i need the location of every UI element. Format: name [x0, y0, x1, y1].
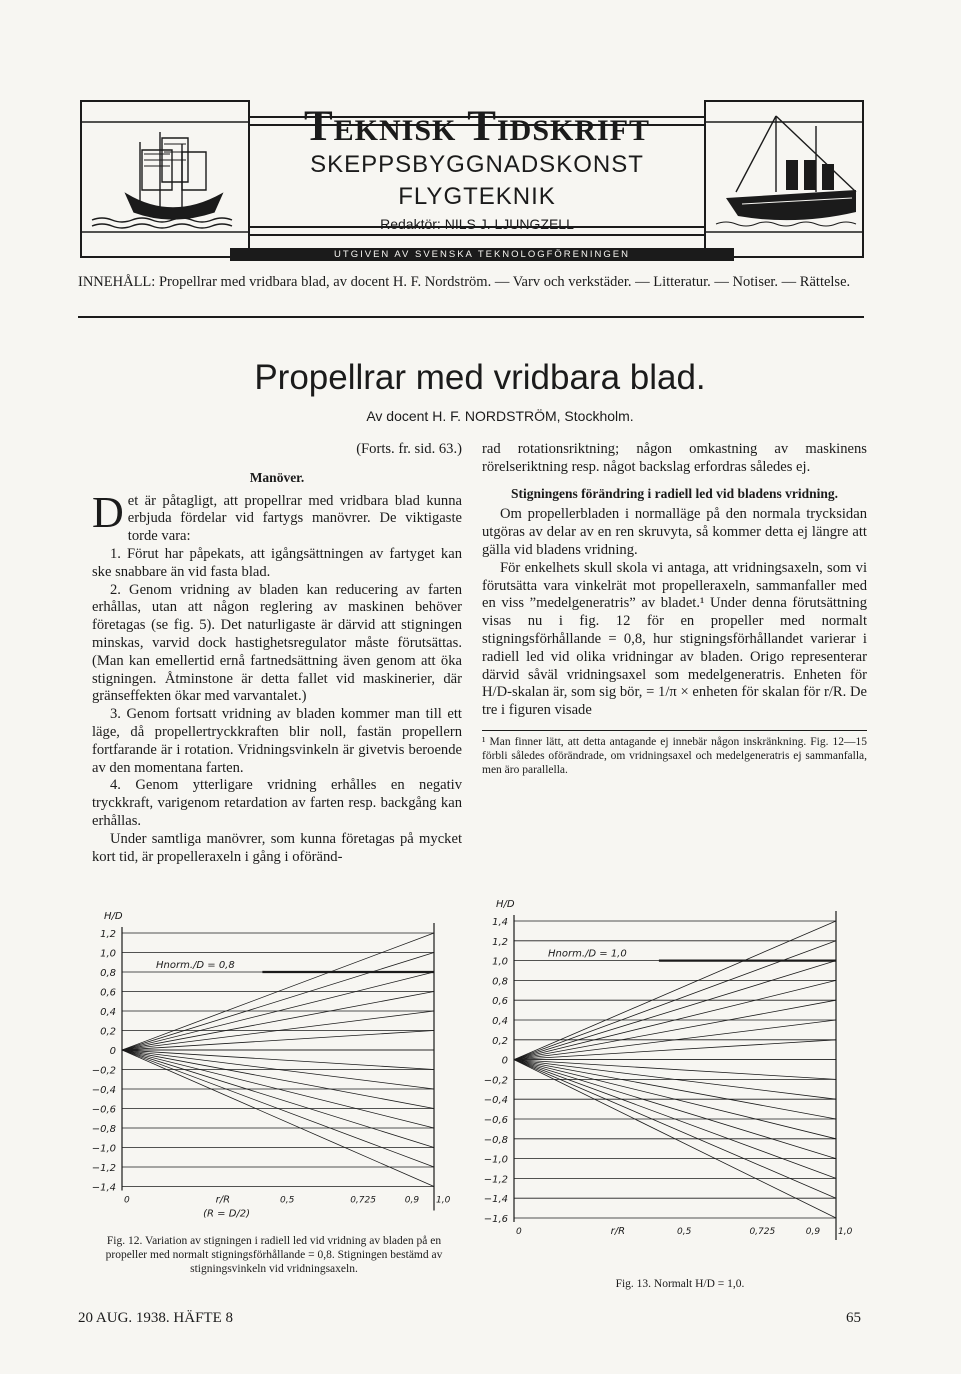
left-column	[92, 441, 462, 866]
y-tick-label: −0,2	[91, 1065, 116, 1077]
y-axis-label: H/D	[496, 899, 515, 910]
x-tick-label: 0,725	[350, 1195, 376, 1206]
rotation-line	[514, 1000, 836, 1059]
rotation-line	[514, 1060, 836, 1159]
x-tick-label: 0	[124, 1195, 130, 1206]
contents-line	[78, 273, 868, 291]
x-axis-sublabel: (R = D/2)	[203, 1208, 251, 1220]
y-tick-label: 0,2	[100, 1026, 116, 1038]
rotation-line	[514, 921, 836, 1060]
y-tick-label: −0,2	[483, 1075, 508, 1087]
y-tick-label: 0,8	[100, 968, 116, 979]
x-tick-label: 0,5	[677, 1227, 692, 1237]
section-heading-manover: Manöver.	[249, 469, 305, 485]
y-tick-label: −1,2	[91, 1163, 116, 1174]
sailing-ship-illustration	[80, 100, 250, 258]
y-tick-label: −1,6	[483, 1214, 508, 1225]
steamship-illustration	[704, 100, 864, 258]
x-axis-label: r/R	[610, 1226, 626, 1237]
footnote: ¹ Man finner lätt, att detta antagande ej innebär någon inskränkning. Fig. 12—15 förbli således oförändrade, om vridningsaxel och medelgeneratris ej sammanfalla, men äro parallella.	[482, 730, 867, 777]
rotation-line	[514, 1060, 836, 1119]
paragraph-point-3: 3. Genom fortsatt vridning av bladen kommer man till ett läge, då propellertryckkraften blir noll, fastän propellern fortfarande är i rotation. Vridningsvinkeln är givetvis beroende av den momentana farten.	[92, 706, 462, 776]
x-tick-label: 1,0	[838, 1227, 853, 1237]
x-axis-label: r/R	[215, 1194, 231, 1206]
y-tick-label: 0,4	[100, 1007, 116, 1018]
rotation-line	[122, 1050, 434, 1070]
issue-footer: 20 AUG. 1938. HÄFTE 8	[78, 1310, 234, 1326]
y-tick-label: 0	[109, 1046, 116, 1057]
journal-subtitle-1: SKEPPSBYGGNADSKONST	[310, 151, 644, 178]
paragraph-rotation: rad rotationsriktning; någon omkastning av maskinens rörelseriktning resp. något backslag erfordras således ej.	[482, 441, 867, 475]
figure-12	[86, 905, 466, 1225]
journal-title: Teknisk Tidskrift	[303, 103, 651, 150]
contents-label: INNEHÅLL:	[78, 274, 156, 290]
contents-text: Propellrar med vridbara blad, av docent H. F. Nordström. — Varv och verkstäder. — Litteratur. — Notiser. — Rättelse.	[158, 274, 851, 290]
y-tick-label: −0,8	[483, 1134, 508, 1146]
y-tick-label: 0,6	[492, 996, 508, 1008]
y-tick-label: −1,0	[91, 1143, 116, 1155]
y-tick-label: −1,4	[483, 1194, 508, 1206]
paragraph-intro: et är påtagligt, att propellrar med vridbara blad kunna erbjuda fördelar vid fartygs manövrer. De viktigaste torde vara:	[127, 492, 462, 545]
curve-label: Hnorm./D = 0,8	[156, 960, 235, 971]
rotation-line	[122, 1050, 434, 1109]
x-tick-label: 0,9	[404, 1195, 420, 1206]
x-tick-label: 0,5	[280, 1195, 295, 1206]
right-column	[482, 441, 867, 777]
article-title: Propellrar med vridbara blad.	[254, 358, 706, 397]
y-tick-label: −0,6	[483, 1115, 508, 1126]
figure-13	[482, 895, 867, 1240]
page-number: 65	[846, 1310, 861, 1326]
y-tick-label: −1,4	[91, 1182, 116, 1194]
rotation-line	[122, 992, 434, 1051]
contents-divider	[78, 316, 864, 318]
y-tick-label: 1,0	[492, 956, 508, 968]
continued-note: (Forts. fr. sid. 63.)	[356, 441, 462, 457]
y-tick-label: 0,6	[100, 987, 116, 999]
paragraph-assumption: För enkelhets skull skola vi antaga, att vridningsaxeln, som vi förutsätta vara vinkelrät mot propelleraxeln, sammanfaller med en viss ”medelgeneratris” av bladet.¹ Under denna förutsättning visas nu i fig. 12 för en propeller med normalt stigningsförhållande = 0,8, hur stigningsförhållandet varierar i radiell led vid olika vridningar av bladen. Origo representerar därvid såväl vridningsaxel som medelgeneratris. Enheten för H/D-skalan är, som sig bör, = 1/π × enheten för skalan för r/R. De tre i figuren visade	[482, 559, 867, 719]
y-tick-label: −0,8	[91, 1124, 116, 1135]
rotation-line	[122, 1050, 434, 1148]
curve-label: Hnorm./D = 1,0	[548, 948, 627, 960]
y-tick-label: 0,4	[492, 1016, 508, 1027]
masthead-title-block	[250, 100, 704, 258]
x-tick-label: 0,9	[805, 1227, 821, 1237]
y-tick-label: −0,4	[91, 1085, 116, 1096]
masthead	[80, 100, 864, 258]
section-heading-stigning: Stigningens förändring i radiell led vid bladens vridning.	[510, 485, 839, 501]
rotation-line	[122, 1031, 434, 1051]
x-tick-label: 0,725	[749, 1227, 776, 1237]
y-tick-label: 0,2	[492, 1035, 508, 1047]
paragraph-point-1: 1. Förut har påpekats, att igångsättningen av fartyget kan ske snabbare än vid fasta blad.	[92, 545, 462, 580]
figure-13-caption: Fig. 13. Normalt H/D = 1,0.	[615, 1278, 745, 1290]
journal-subtitle-2: FLYGTEKNIK	[398, 183, 556, 210]
paragraph-all-manoeuvres: Under samtliga manövrer, som kunna företagas på mycket kort tid, är propelleraxeln i gång i oföränd-	[92, 830, 462, 865]
y-tick-label: 1,2	[492, 936, 508, 948]
y-tick-label: 1,2	[100, 929, 116, 940]
y-tick-label: 0	[501, 1055, 508, 1067]
rotation-line	[514, 1060, 836, 1080]
y-tick-label: 1,4	[492, 917, 508, 928]
editor-line: Redaktör: NILS J. LJUNGZELL	[380, 216, 574, 232]
figure-12-caption: Fig. 12. Variation av stigningen i radiell led vid vridning av bladen på en propeller med normalt stigningsförhållande = 0,8. Stigningen bestämd av stigningsvinkeln vid vridningsaxeln.	[105, 1235, 443, 1275]
rotation-line	[514, 1040, 836, 1060]
rotation-line	[122, 1050, 434, 1187]
y-tick-label: −0,6	[91, 1104, 116, 1116]
y-tick-label: −1,0	[483, 1154, 508, 1166]
y-tick-label: 1,0	[100, 948, 116, 960]
rotation-line	[514, 1060, 836, 1199]
x-tick-label: 0	[516, 1227, 522, 1237]
drop-cap: D	[92, 487, 124, 537]
y-tick-label: −0,4	[483, 1095, 508, 1107]
article-byline: Av docent H. F. NORDSTRÖM, Stockholm.	[366, 408, 634, 424]
paragraph-point-2: 2. Genom vridning av bladen kan reducering av farten erhållas, utan att någon reglering av maskinen behöver företagas (se fig. 5). Det naturligaste är därvid att stigningen minskas, varvid dock hastighetsregulator måste förutsättas. (Man kan emellertid ernå fartnedsättning även genom att öka stigningen. Åtminstone är detta fallet vid maskinerier, där gränseffekten ökar med varvantalet.)	[92, 581, 462, 705]
x-tick-label: 1,0	[436, 1195, 451, 1206]
publisher-banner: UTGIVEN AV SVENSKA TEKNOLOGFÖRENINGEN	[230, 248, 734, 261]
y-tick-label: −1,2	[483, 1174, 508, 1186]
paragraph-normal-position: Om propellerbladen i normalläge på den normala trycksidan utgöras av delar av en ren skruvyta, så kommer detta ej längre att gälla vid bladens vridning.	[482, 506, 867, 558]
y-axis-label: H/D	[104, 911, 123, 922]
rotation-line	[514, 961, 836, 1060]
paragraph-point-4: 4. Genom ytterligare vridning erhålles en negativ tryckkraft, varigenom retardation av farten resp. backgång kan erhållas.	[92, 777, 462, 829]
y-tick-label: 0,8	[492, 976, 508, 988]
